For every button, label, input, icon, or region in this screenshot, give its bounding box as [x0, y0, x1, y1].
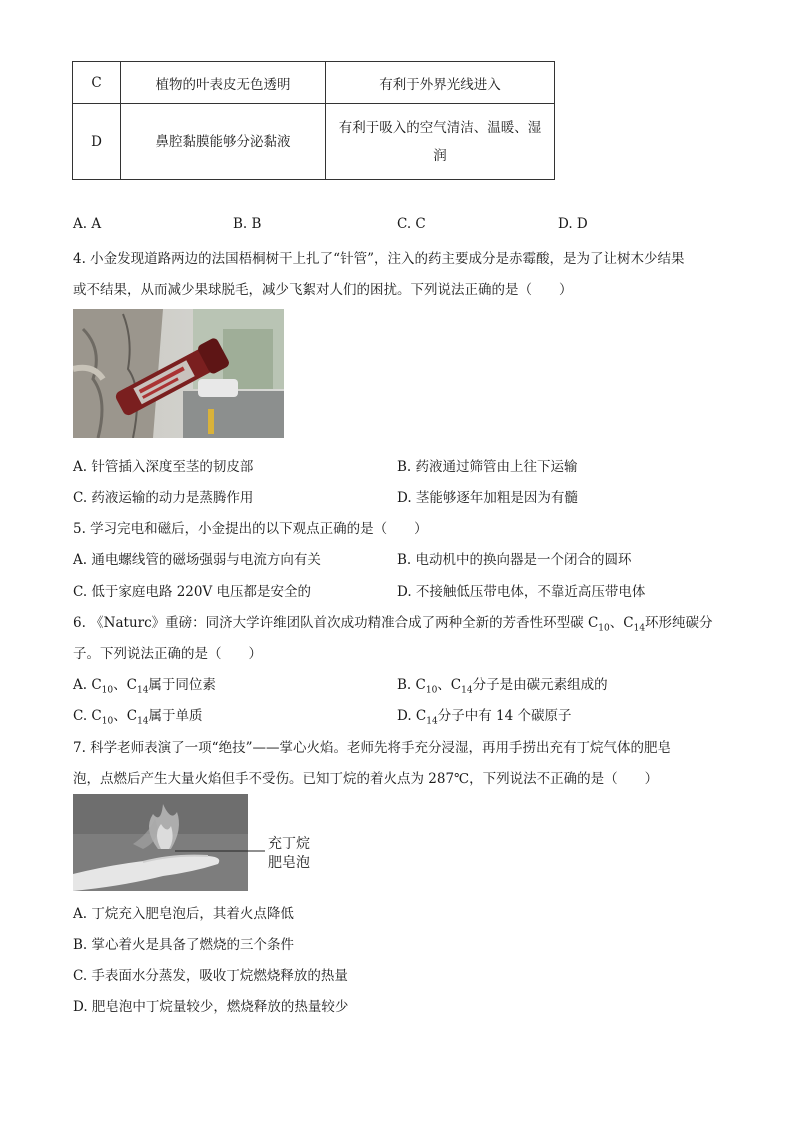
structure-cell: 植物的叶表皮无色透明 [121, 62, 326, 104]
q6-option-c: C. $C_{10}$、$C_{14}$属于单质 [73, 708, 203, 727]
q4-stem-line1: 4. 小金发现道路两边的法国梧桐树干上扎了“针管”，注入的药主要成分是赤霉酸，是为了让树木少结果 [73, 251, 685, 267]
row-letter: C [73, 62, 121, 104]
syringe-tree-photo [73, 309, 284, 438]
q7-option-b: B. 掌心着火是具备了燃烧的三个条件 [73, 937, 295, 953]
q3-option-b: B. B [233, 216, 262, 232]
q7-stem-line1: 7. 科学老师表演了一项“绝技”——掌心火焰。老师先将手充分浸湿，再用手捞出充有丁烷气体的肥皂 [73, 740, 671, 756]
q7-option-a: A. 丁烷充入肥皂泡后，其着火点降低 [73, 906, 294, 922]
q4-option-c: C. 药液运输的动力是蒸腾作用 [73, 490, 254, 506]
q5-stem: 5. 学习完电和磁后，小金提出的以下观点正确的是（ ） [73, 521, 428, 537]
q5-option-b: B. 电动机中的换向器是一个闭合的圆环 [397, 552, 632, 568]
q4-option-d: D. 茎能够逐年加粗是因为有髓 [397, 490, 578, 506]
q4-stem-line2: 或不结果，从而减少果球脱毛，减少飞絮对人们的困扰。下列说法正确的是（ ） [73, 282, 573, 298]
table-row [73, 62, 555, 104]
q6-option-d: D. $C_{14}$分子中有 14 个碳原子 [397, 708, 572, 727]
function-cell: 有利于外界光线进入 [326, 62, 555, 104]
function-line: 有利于吸入的空气清洁、温暖、湿 [338, 119, 542, 136]
function-line: 润 [433, 147, 447, 164]
q5-option-d: D. 不接触低压带电体，不靠近高压带电体 [397, 584, 646, 600]
image-label-line2: 肥皂泡 [268, 855, 310, 871]
q6-stem-line1: 6. 《Naturc》重磅：同济大学许维团队首次成功精准合成了两种全新的芳香性环型碳 $C_{10}$、$C_{14}$环形纯碳分 [73, 615, 713, 634]
q6-option-a: A. $C_{10}$、$C_{14}$属于同位素 [73, 677, 216, 696]
q5-option-c: C. 低于家庭电路 220V 电压都是安全的 [73, 584, 312, 600]
palm-flame-photo [73, 794, 248, 891]
q7-option-c: C. 手表面水分蒸发，吸收丁烷燃烧释放的热量 [73, 968, 348, 984]
options-table [72, 61, 555, 180]
q7-stem-line2: 泡，点燃后产生大量火焰但手不受伤。已知丁烷的着火点为 287℃，下列说法不正确的是（ ） [73, 771, 659, 787]
q5-option-a: A. 通电螺线管的磁场强弱与电流方向有关 [73, 552, 321, 568]
q3-option-c: C. C [397, 216, 426, 232]
q3-option-d: D. D [558, 216, 588, 232]
q6-option-b: B. $C_{10}$、$C_{14}$分子是由碳元素组成的 [397, 677, 608, 696]
table-row [73, 104, 555, 180]
function-cell [326, 104, 555, 180]
q3-option-a: A. A [73, 216, 102, 232]
q6-stem-line2: 子。下列说法正确的是（ ） [73, 646, 262, 662]
q7-option-d: D. 肥皂泡中丁烷量较少，燃烧释放的热量较少 [73, 999, 349, 1015]
pointer-line [175, 849, 265, 853]
image-label-line1: 充丁烷 [268, 836, 310, 852]
q4-option-b: B. 药液通过筛管由上往下运输 [397, 459, 578, 475]
structure-cell: 鼻腔黏膜能够分泌黏液 [121, 104, 326, 180]
row-letter: D [73, 104, 121, 180]
q4-option-a: A. 针管插入深度至茎的韧皮部 [73, 459, 254, 475]
